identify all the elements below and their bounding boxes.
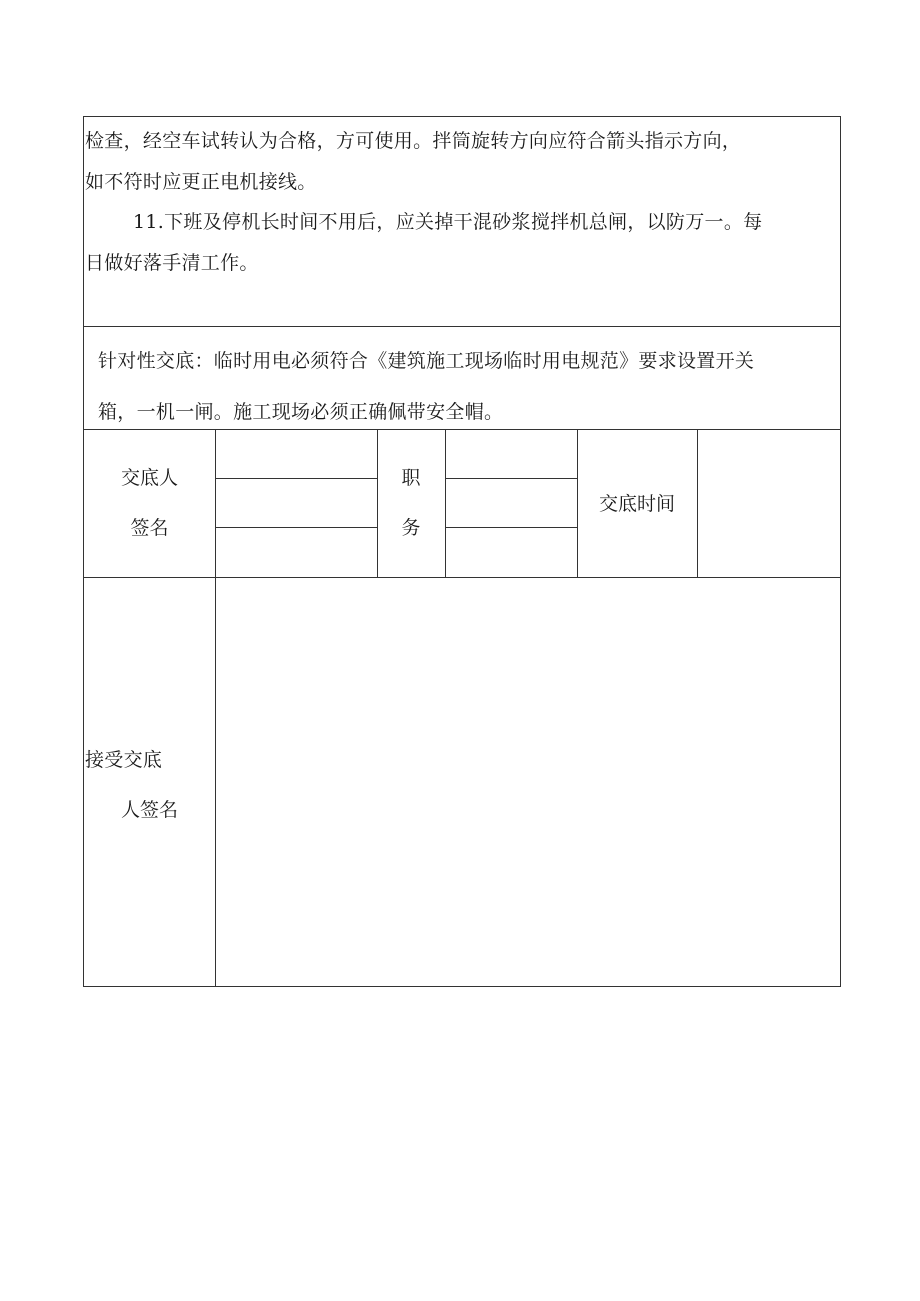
position-slot-2[interactable] [445, 478, 577, 527]
discloser-label-1: 交底人 [120, 467, 178, 489]
divider-content-bottom [84, 326, 840, 327]
receiver-label-2: 人签名 [120, 799, 178, 821]
content-line-4: 日做好落手清工作。 [85, 252, 259, 274]
disclosure-time-label: 交底时间 [598, 493, 675, 515]
discloser-name-slot-1[interactable] [215, 429, 377, 478]
disclosure-form [83, 116, 841, 987]
content-line-2: 如不符时应更正电机接线。 [85, 171, 317, 193]
disclosure-time-slot[interactable] [697, 429, 840, 577]
content-line-1: 检查，经空车试转认为合格，方可使用。拌筒旋转方向应符合箭头指示方向， [85, 130, 742, 152]
position-slot-1[interactable] [445, 429, 577, 478]
receiver-label-1: 接受交底 [85, 749, 163, 771]
divider-sig-col2 [377, 429, 378, 577]
position-label-1: 职 [401, 467, 421, 489]
position-label-2: 务 [401, 517, 421, 539]
position-slot-3[interactable] [445, 527, 577, 577]
discloser-label-2: 签名 [130, 517, 169, 539]
targeted-line-1: 针对性交底：临时用电必须符合《建筑施工现场临时用电规范》要求设置开关 [98, 350, 755, 372]
targeted-line-2: 箱，一机一闸。施工现场必须正确佩带安全帽。 [98, 401, 504, 423]
discloser-name-slot-3[interactable] [215, 527, 377, 577]
receiver-signature-area[interactable] [215, 577, 840, 986]
content-line-3: 11.下班及停机长时间不用后，应关掉干混砂浆搅拌机总闸，以防万一。每 [133, 211, 763, 233]
discloser-name-slot-2[interactable] [215, 478, 377, 527]
